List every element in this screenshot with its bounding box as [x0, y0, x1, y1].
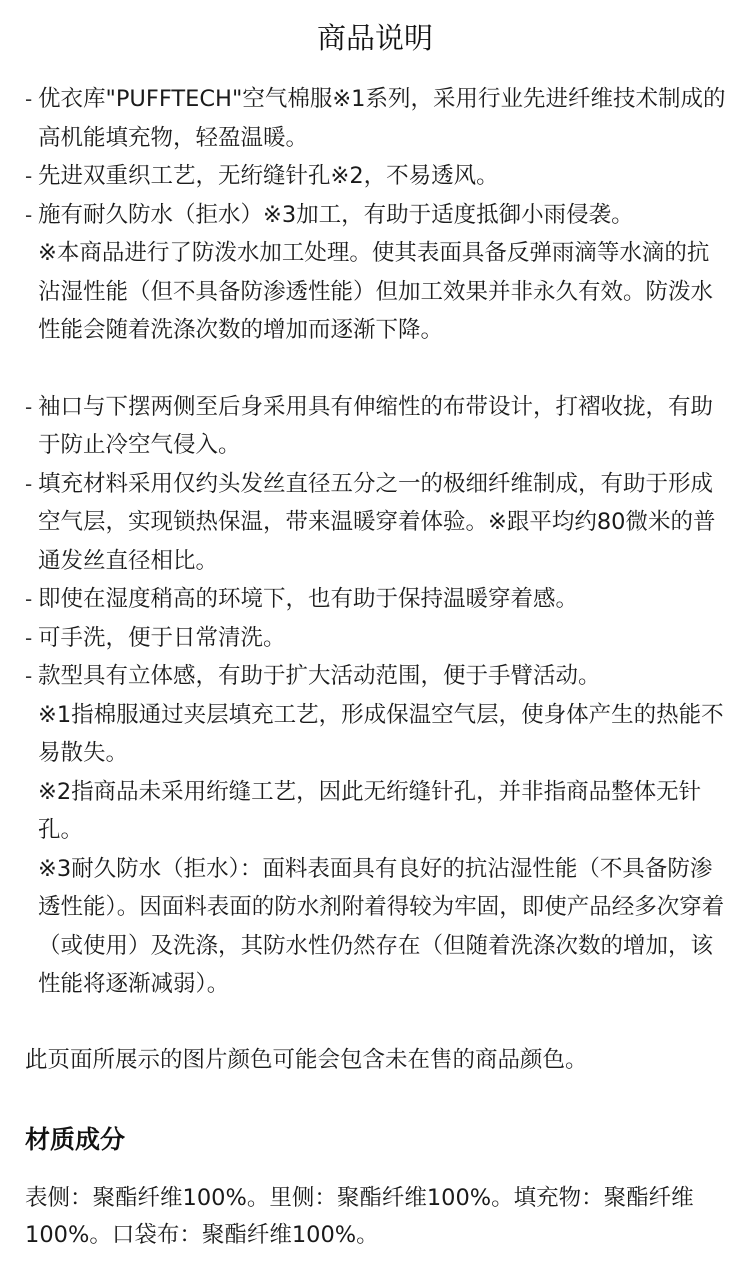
bullet-marker: -: [25, 625, 33, 650]
description-footnote: ※本商品进行了防泼水加工处理。使其表面具备反弹雨滴等水滴的抗沾湿性能（但不具备防渗透性能）但加工效果并非永久有效。防泼水性能会随着洗涤次数的增加而逐渐下降。: [38, 240, 714, 343]
description-text: 款型具有立体感，有助于扩大活动范围，便于手臂活动。: [38, 663, 601, 689]
bullet-marker: -: [25, 202, 33, 227]
description-item-filling: [25, 465, 730, 581]
description-text: 先进双重织工艺，无绗缝针孔※2，不易透风。: [38, 163, 499, 189]
footnote-2: ※2指商品未采用绗缝工艺，因此无绗缝针孔，并非指商品整体无针孔。: [38, 778, 702, 843]
page-title: 商品说明: [316, 21, 433, 55]
description-item-fit: [25, 657, 730, 1004]
description-text: 优衣库"PUFFTECH"空气棉服※1系列，采用行业先进纤维技术制成的高机能填充物，轻盈温暖。: [38, 86, 726, 151]
description-item-pufftech: [25, 80, 730, 157]
description-item-cuffs: [25, 388, 730, 465]
material-composition: 表侧：聚酯纤维100%。里侧：聚酯纤维100%。填充物：聚酯纤维100%。口袋布：聚酯纤维100%。: [25, 1185, 694, 1248]
bullet-marker: -: [25, 587, 33, 611]
description-text: 即使在湿度稍高的环境下，也有助于保持温暖穿着感。: [38, 586, 579, 612]
bullet-marker: -: [25, 664, 33, 688]
description-text: 可手洗，便于日常清洗。: [38, 624, 286, 651]
bullet-marker: -: [25, 471, 33, 496]
bullet-marker: -: [25, 87, 33, 111]
description-text: 填充材料采用仅约头发丝直径五分之一的极细纤维制成，有助于形成空气层，实现锁热保温，带来温暖穿着体验。※跟平均约80微米的普通发丝直径相比。: [38, 470, 716, 574]
description-item-washable: [25, 619, 730, 658]
spacer: [25, 350, 730, 388]
footnote-1: ※1指棉服通过夹层填充工艺，形成保温空气层，使身体产生的热能不易散失。: [38, 701, 724, 766]
description-text: 袖口与下摆两侧至后身采用具有伸缩性的布带设计，打褶收拢，有助于防止冷空气侵入。: [38, 393, 714, 458]
description-item-water-repellent: [25, 196, 730, 350]
bullet-marker: -: [25, 164, 33, 188]
material-heading: 材质成分: [25, 1125, 126, 1154]
description-item-humidity: [25, 580, 730, 619]
bullet-marker: -: [25, 394, 33, 419]
color-disclaimer: 此页面所展示的图片颜色可能会包含未在售的商品颜色。: [25, 1047, 588, 1073]
description-list: [25, 80, 730, 1004]
description-item-weave: [25, 157, 730, 196]
description-text: 施有耐久防水（拒水）※3加工，有助于适度抵御小雨侵袭。: [38, 201, 634, 228]
footnote-3: ※3耐久防水（拒水）：面料表面具有良好的抗沾湿性能（不具备防渗透性能）。因面料表面的防水剂附着得较为牢固，即使产品经多次穿着（或使用）及洗涤，其防水性仍然存在（但随着洗涤次数的增加，该性能将逐渐减弱）。: [38, 855, 725, 997]
